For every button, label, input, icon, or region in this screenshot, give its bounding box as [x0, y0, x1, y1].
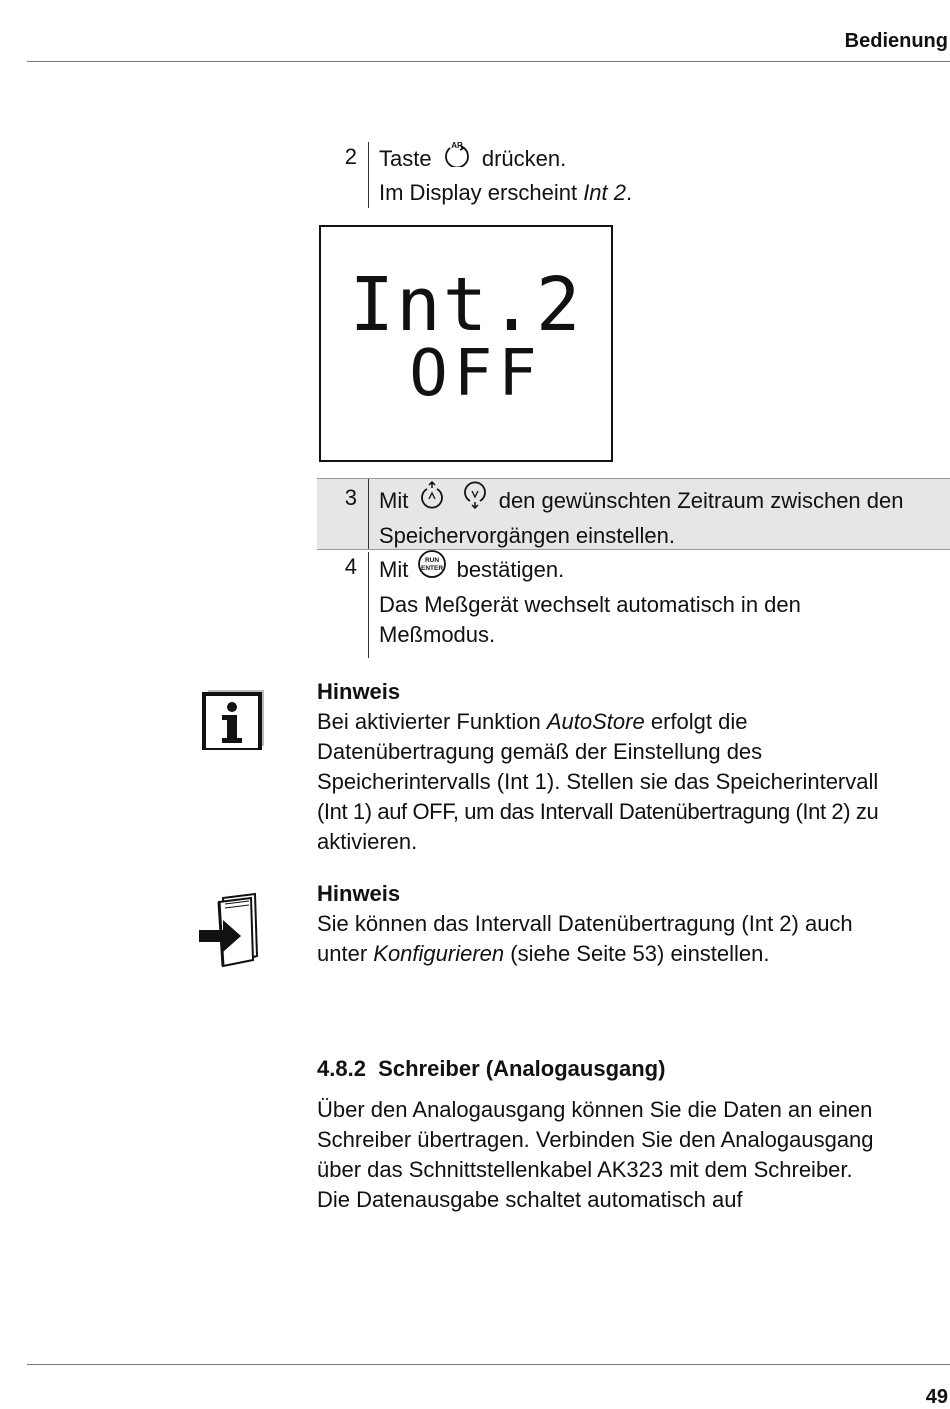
section-heading — [317, 1056, 665, 1082]
step-3 — [317, 478, 950, 550]
up-key-icon — [417, 480, 447, 518]
hint-line: Speicherintervalls (Int 1). Stellen sie das Speicherintervall — [317, 769, 879, 794]
hint-line: Datenübertragung gemäß der Einstellung des — [317, 739, 763, 764]
step-number: 3 — [344, 485, 357, 510]
hint-1 — [317, 677, 878, 857]
hint-line: unter Konfigurieren (siehe Seite 53) einstellen. — [317, 941, 770, 966]
page-number: 49 — [925, 1386, 948, 1408]
step-text — [368, 479, 950, 549]
step-text-before: Mit — [379, 556, 409, 582]
step-text-before: Mit — [379, 487, 409, 513]
step-number: 2 — [344, 144, 357, 169]
step-text-after: den gewünschten Zeitraum zwischen den — [498, 487, 904, 513]
body-line: Die Datenausgabe schaltet automatisch auf — [317, 1187, 743, 1212]
step-number: 4 — [344, 554, 357, 579]
step-text — [368, 142, 950, 208]
ar-key-icon — [441, 139, 473, 175]
step-line2: Speichervorgängen einstellen. — [379, 523, 675, 548]
step-line2-before: Im Display erscheint — [379, 180, 584, 205]
step-text-before: Taste — [379, 145, 432, 171]
info-icon — [202, 688, 266, 755]
enter-key-label: ENTER — [421, 565, 444, 572]
header-rule — [27, 61, 950, 62]
autostore-term: AutoStore — [546, 709, 645, 734]
section-title: Schreiber (Analogausgang) — [378, 1056, 666, 1081]
hint-line: Bei aktivierter Funktion AutoStore erfolgt die — [317, 709, 748, 734]
step-text-after: drücken. — [481, 145, 567, 171]
lcd-line-1: Int.2 — [349, 262, 583, 348]
hint-title: Hinweis — [317, 679, 401, 704]
lcd-display — [319, 225, 613, 462]
down-key-icon — [460, 480, 490, 518]
ar-key-label: AR — [450, 141, 463, 150]
section-number: 4.8.2 — [317, 1056, 366, 1081]
step-text-after: bestätigen. — [456, 556, 565, 582]
page-header-title: Bedienung — [844, 30, 948, 52]
body-line: über das Schnittstellenkabel AK323 mit dem Schreiber. — [317, 1157, 853, 1182]
run-enter-key-icon — [417, 549, 447, 587]
footer-rule — [27, 1364, 950, 1365]
hint-line: Sie können das Intervall Datenübertragung (Int 2) auch — [317, 911, 853, 936]
hint-title: Hinweis — [317, 881, 401, 906]
step-4 — [317, 552, 950, 658]
lcd-line-2: OFF — [409, 337, 543, 411]
run-key-label: RUN — [425, 557, 440, 564]
step-line3: Meßmodus. — [379, 622, 496, 647]
konfigurieren-term: Konfigurieren — [373, 941, 505, 966]
step-text — [368, 552, 950, 658]
step-line2: Das Meßgerät wechselt automatisch in den — [379, 592, 801, 617]
body-line: Schreiber übertragen. Verbinden Sie den Analogausgang — [317, 1127, 874, 1152]
hint-line: aktivieren. — [317, 829, 418, 854]
section-body — [317, 1095, 874, 1215]
step-line2-after: . — [626, 180, 633, 205]
book-reference-icon — [197, 890, 263, 973]
hint-line: (Int 1) auf OFF, um das Intervall Datenübertragung (Int 2) zu — [317, 799, 879, 824]
step-2 — [317, 142, 950, 208]
step-line2-em: Int 2 — [583, 180, 626, 205]
body-line: Über den Analogausgang können Sie die Daten an einen — [317, 1097, 873, 1122]
hint-2 — [317, 879, 853, 969]
